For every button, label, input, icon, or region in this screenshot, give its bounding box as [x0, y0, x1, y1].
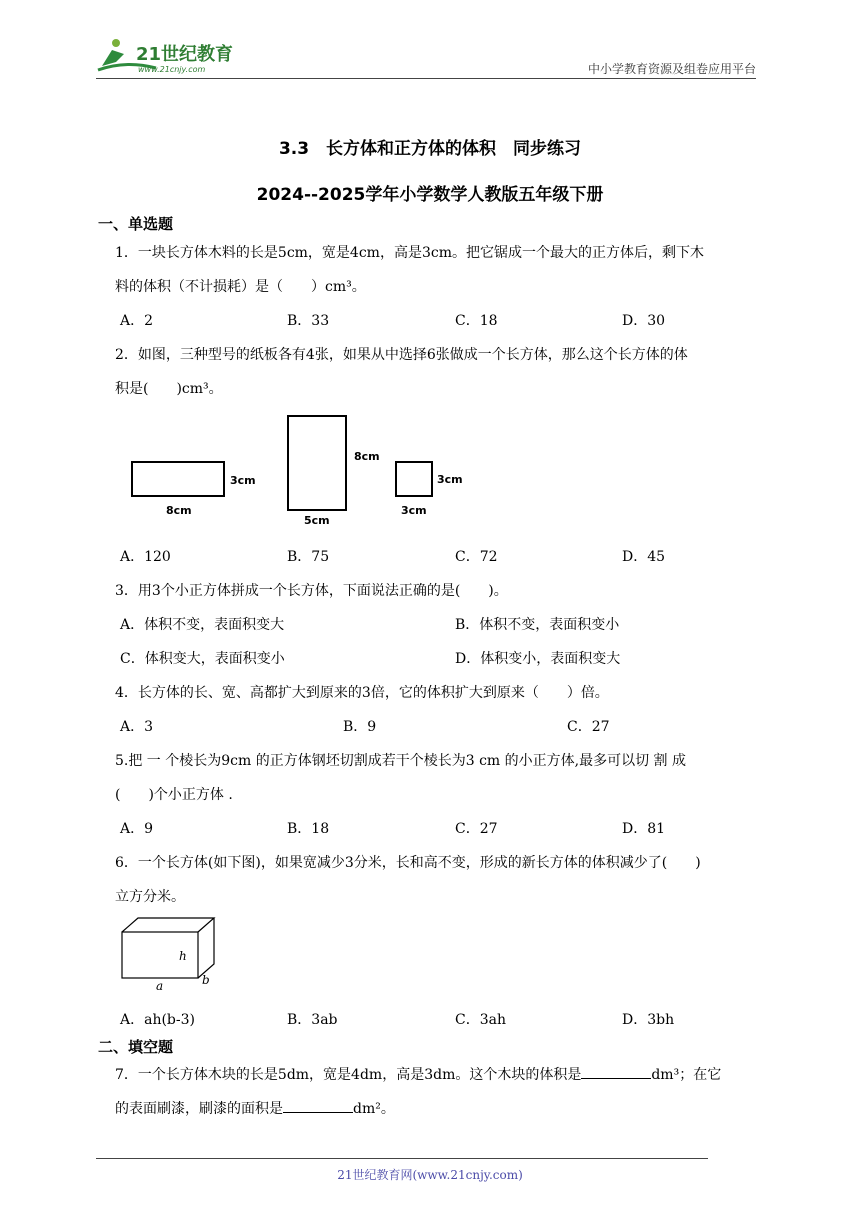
q6-line1: 6．一个长方体(如下图)，如果宽减少3分米，长和高不变，形成的新长方体的体积减少了( )	[115, 855, 701, 871]
q6-option-b: B．3ab	[287, 1012, 338, 1028]
q4-line1: 4．长方体的长、宽、高都扩大到原来的3倍，它的体积扩大到原来（ ）倍。	[115, 685, 609, 701]
q3-line1: 3．用3个小正方体拼成一个长方体，下面说法正确的是( )。	[115, 583, 508, 599]
q2-line2: 积是( )cm³。	[115, 381, 223, 397]
cardboard-3x3	[396, 462, 432, 496]
q3-option-d: D．体积变小，表面积变大	[455, 651, 621, 667]
cardboard-3x3-width-label: 3cm	[401, 504, 427, 517]
q2-option-b: B．75	[287, 549, 330, 565]
q6-cuboid-figure	[116, 914, 226, 996]
q5-line2: ( )个小正方体 .	[115, 787, 233, 803]
q5-option-b: B．18	[287, 821, 330, 837]
q2-option-a: A．120	[120, 549, 171, 565]
q1-line1: 1．一块长方体木料的长是5cm，宽是4cm，高是3cm。把它锯成一个最大的正方体后，剩下木	[115, 245, 704, 261]
q3-option-b: B．体积不变，表面积变小	[455, 617, 620, 633]
q1-option-a: A．2	[120, 313, 154, 329]
q7-blank-volume[interactable]	[581, 1064, 651, 1079]
q7-line1	[115, 1064, 721, 1084]
cardboard-8x3-height-label: 3cm	[230, 474, 256, 487]
cardboard-8x3	[132, 462, 224, 496]
q6-option-c: C．3ah	[455, 1012, 506, 1028]
header-platform-text: 中小学教育资源及组卷应用平台	[587, 62, 756, 76]
q7-text-1: 7．一个长方体木块的长是5dm，宽是4dm，高是3dm。这个木块的体积是	[115, 1067, 582, 1083]
logo-text: 21世纪教育	[136, 44, 234, 65]
cuboid-length-label: a	[156, 979, 164, 992]
q4-option-a: A．3	[120, 719, 154, 735]
header-divider	[96, 78, 756, 79]
q7-text-2: dm³；在它	[651, 1067, 722, 1083]
q5-option-a: A．9	[120, 821, 154, 837]
q5-option-d: D．81	[622, 821, 666, 837]
cardboard-8x3-width-label: 8cm	[166, 504, 192, 517]
q6-line2: 立方分米。	[115, 889, 185, 905]
q1-line2: 料的体积（不计损耗）是（ ）cm³。	[115, 279, 366, 295]
q7-text-4: dm²。	[353, 1101, 395, 1117]
q5-line1: 5.把 一 个棱长为9cm 的正方体钢坯切割成若干个棱长为3 cm 的小正方体,最多可以切 割 成	[115, 753, 687, 769]
cardboard-5x8	[288, 416, 346, 510]
cardboard-5x8-width-label: 5cm	[304, 514, 330, 527]
q7-blank-area[interactable]	[283, 1098, 353, 1113]
q7-text-3: 的表面刷漆，刷漆的面积是	[115, 1101, 283, 1117]
q3-option-c: C．体积变大，表面积变小	[120, 651, 285, 667]
site-logo	[96, 36, 256, 78]
section-heading-single-choice: 一、单选题	[98, 215, 174, 233]
cardboard-3x3-height-label: 3cm	[437, 473, 463, 486]
q1-option-b: B．33	[287, 313, 330, 329]
q4-option-c: C．27	[567, 719, 610, 735]
q6-option-d: D．3bh	[622, 1012, 675, 1028]
q2-option-c: C．72	[455, 549, 498, 565]
q2-line1: 2．如图，三种型号的纸板各有4张，如果从中选择6张做成一个长方体，那么这个长方体的体	[115, 347, 688, 363]
cuboid-height-label: h	[179, 949, 187, 963]
q2-cardboard-figure	[120, 410, 480, 534]
cuboid-width-label: b	[202, 973, 210, 987]
logo-url: www.21cnjy.com	[138, 65, 206, 74]
doc-title: 3.3 长方体和正方体的体积 同步练习	[278, 139, 582, 159]
q3-option-a: A．体积不变，表面积变大	[120, 617, 285, 633]
q2-option-d: D．45	[622, 549, 666, 565]
q1-option-c: C．18	[455, 313, 498, 329]
q6-option-a: A．ah(b-3)	[120, 1012, 195, 1028]
q7-line2	[115, 1098, 395, 1118]
footer-divider	[96, 1158, 708, 1159]
section-heading-fill-blank: 二、填空题	[98, 1038, 174, 1056]
q4-option-b: B．9	[343, 719, 377, 735]
cardboard-5x8-height-label: 8cm	[354, 450, 380, 463]
footer-text: 21世纪教育网(www.21cnjy.com)	[337, 1168, 523, 1182]
q1-option-d: D．30	[622, 313, 666, 329]
doc-subtitle: 2024--2025学年小学数学人教版五年级下册	[256, 185, 604, 205]
q5-option-c: C．27	[455, 821, 498, 837]
